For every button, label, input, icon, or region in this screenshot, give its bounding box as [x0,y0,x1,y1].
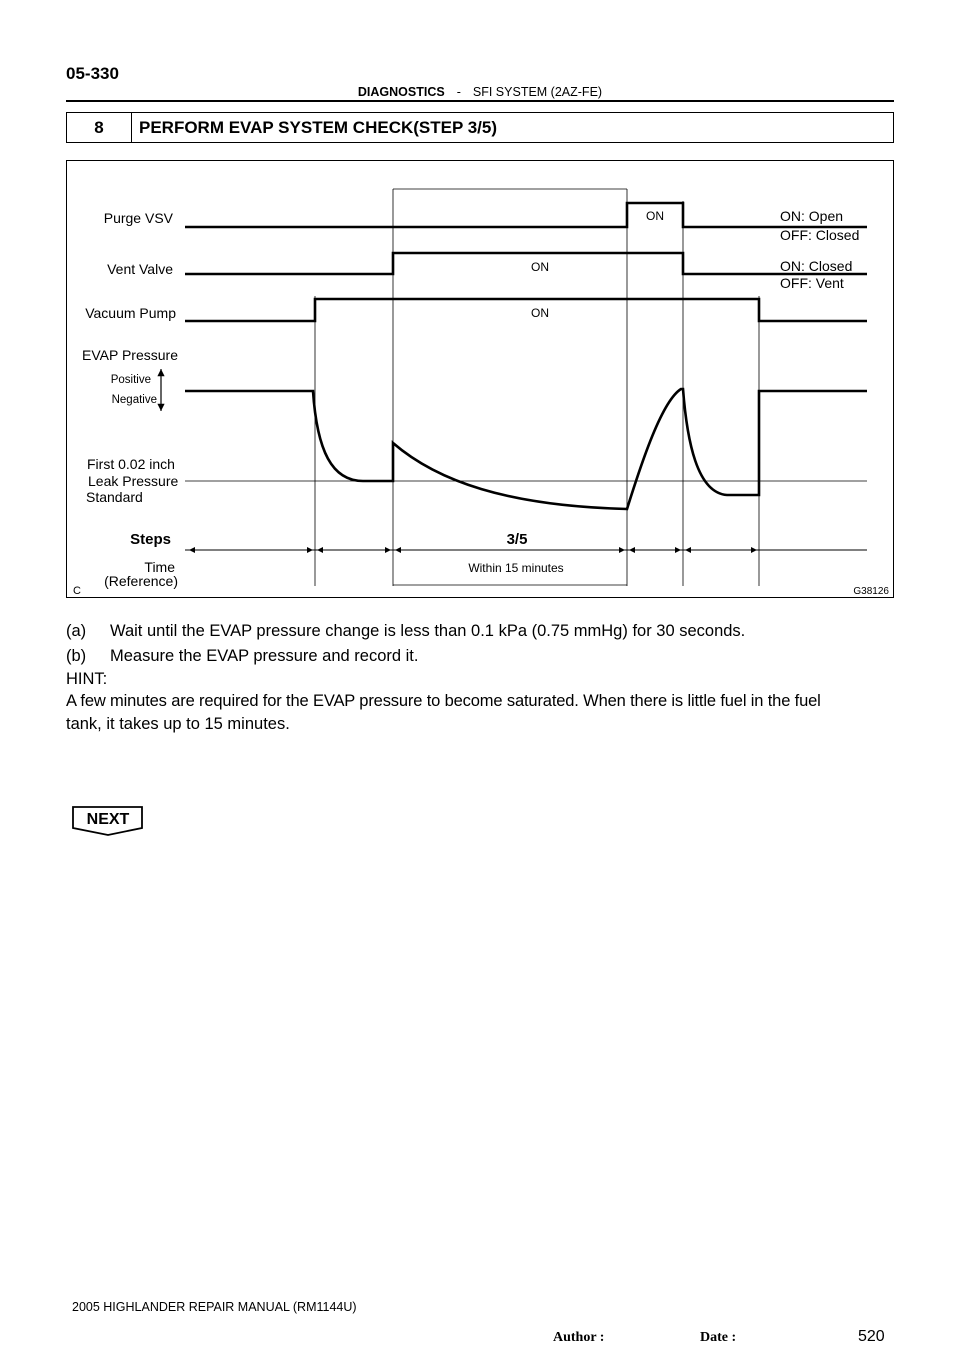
hint-label: HINT: [66,670,108,688]
legend-purge-off: OFF: Closed [780,227,860,243]
header-subsection: SFI SYSTEM (2AZ-FE) [472,85,603,99]
footer-manual: 2005 HIGHLANDER REPAIR MANUAL (RM1144U) [72,1300,357,1314]
instruction-b-text: Measure the EVAP pressure and record it. [110,647,419,665]
next-button-label: NEXT [86,811,130,828]
label-vacuum-pump: Vacuum Pump [85,305,176,321]
legend-vent-off: OFF: Vent [780,275,844,291]
page-header [0,85,960,99]
time-guide-lines [315,189,759,586]
header-separator: - [456,85,461,99]
label-vent-valve: Vent Valve [107,261,173,277]
step-number: 8 [67,113,132,142]
label-leak-line3: Standard [86,489,143,505]
instruction-a [66,620,896,643]
label-negative: Negative [111,394,157,406]
figure-corner-letter: C [73,585,81,597]
hint-text-line2: tank, it takes up to 15 minutes. [66,715,290,733]
step-title: PERFORM EVAP SYSTEM CHECK(STEP 3/5) [139,118,498,137]
header-section: DIAGNOSTICS [357,85,445,99]
figure-id: G38126 [853,586,889,597]
label-pump-on: ON [531,306,549,320]
footer-author: Author : [553,1330,605,1345]
hint-text-line1: A few minutes are required for the EVAP pressure to become saturated. When there is little fuel in the fuel [66,692,821,710]
instruction-a-text: Wait until the EVAP pressure change is less than 0.1 kPa (0.75 mmHg) for 30 seconds. [110,622,746,640]
instruction-b-label: (b) [66,647,87,665]
purge-vsv-waveform [185,203,867,227]
legend-purge-on: ON: Open [780,208,844,224]
vacuum-pump-waveform [185,299,867,321]
label-within-15-min: Within 15 minutes [468,561,564,575]
label-leak-line2: Leak Pressure [88,473,179,489]
label-positive: Positive [110,374,151,386]
label-evap-pressure: EVAP Pressure [82,347,178,363]
legend-vent-on: ON: Closed [780,258,853,274]
label-step-value: 3/5 [506,531,528,548]
header-rule [66,100,894,102]
label-purge-on: ON [646,209,664,223]
label-steps: Steps [130,531,171,548]
footer-date: Date : [700,1330,737,1345]
footer-page-number: 520 [858,1328,885,1345]
label-purge-vsv: Purge VSV [103,210,173,226]
next-button-shape [72,806,144,836]
instruction-b [66,645,896,668]
label-vent-on: ON [531,260,549,274]
step-heading [66,112,894,143]
evap-pressure-waveform [185,389,867,509]
label-leak-line1: First 0.02 inch [87,456,175,472]
timing-diagram-svg [67,161,893,597]
page-number: 05-330 [66,64,119,83]
instruction-a-label: (a) [66,622,87,640]
label-time: Time [144,559,175,575]
vent-valve-waveform [185,253,867,274]
next-button[interactable] [72,806,144,841]
label-time-reference: (Reference) [104,573,178,589]
timing-diagram [66,160,894,598]
